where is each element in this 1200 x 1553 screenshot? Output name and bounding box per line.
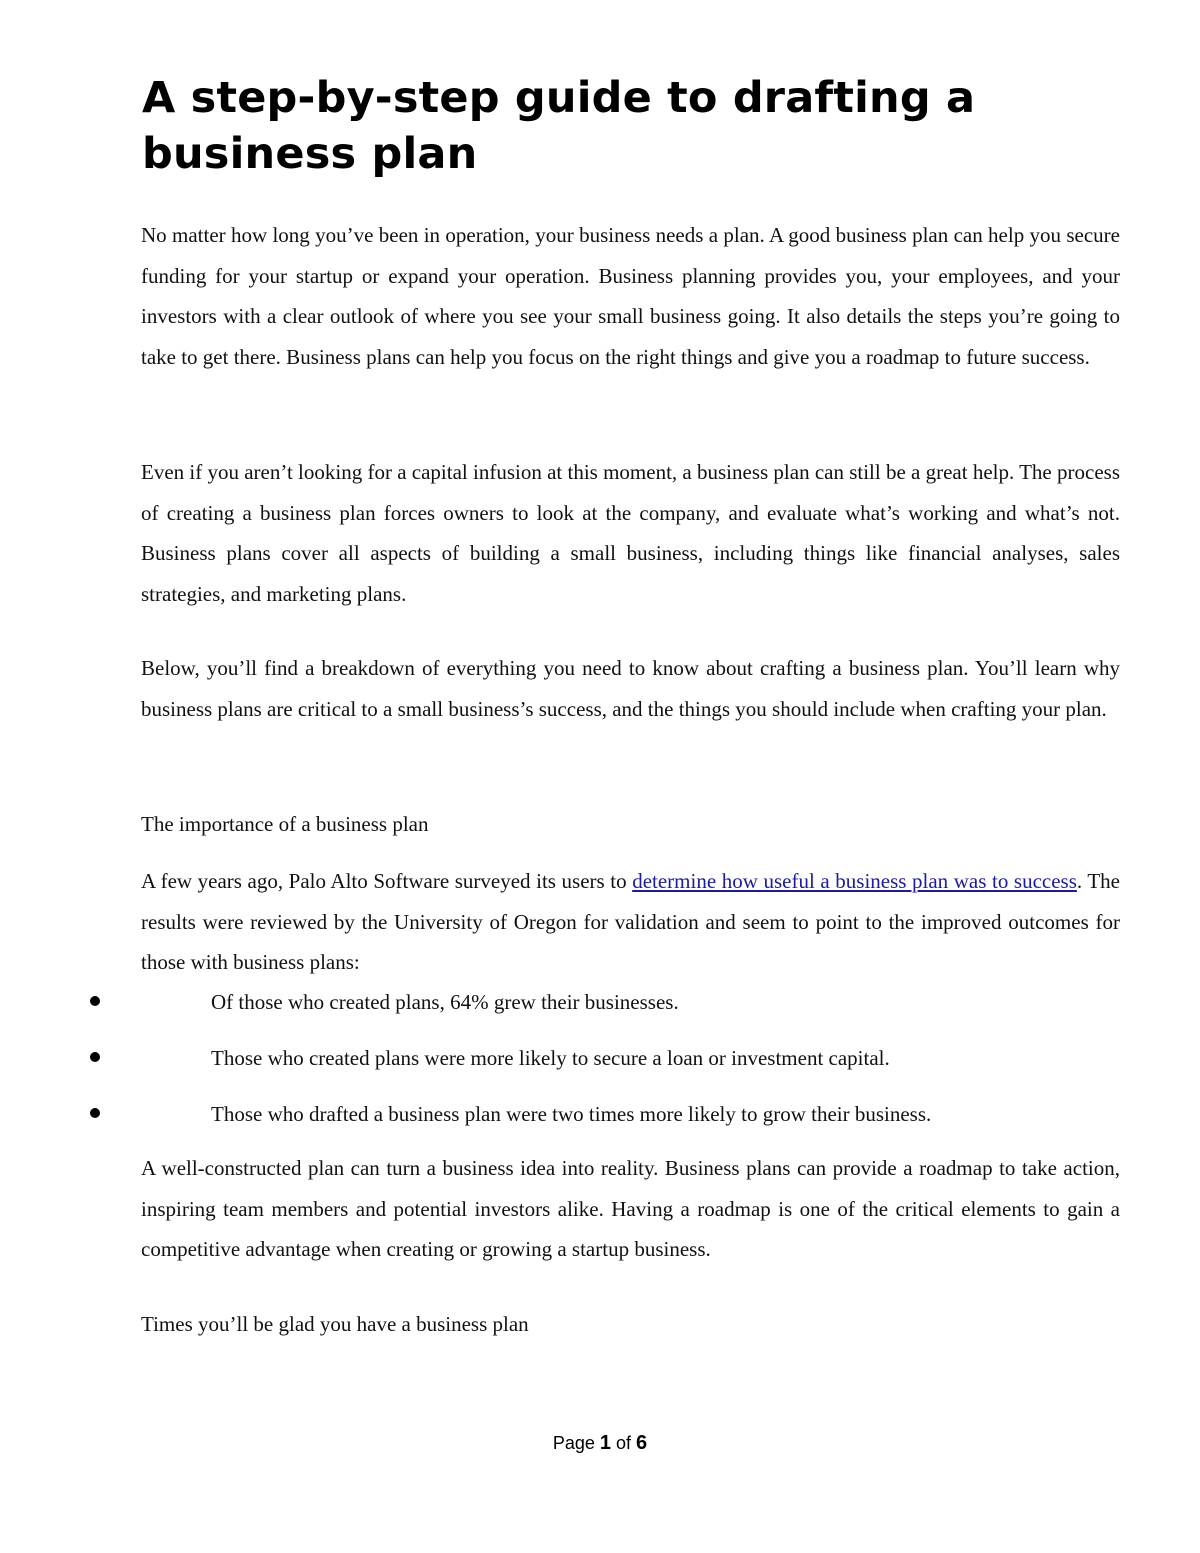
page-footer: [0, 1430, 1200, 1456]
survey-text-before: A few years ago, Palo Alto Software surveyed its users to: [141, 869, 633, 893]
page-label: Page: [552, 1433, 595, 1453]
bullet-icon: [90, 996, 100, 1006]
list-item: [0, 1043, 1200, 1073]
list-item-text: Of those who created plans, 64% grew their businesses.: [211, 990, 679, 1014]
current-page-number: 1: [599, 1432, 611, 1454]
document-title: A step-by-step guide to drafting a business plan: [142, 73, 976, 179]
of-label: of: [616, 1433, 632, 1453]
survey-text-after: . The results were reviewed by the University of Oregon for validation and seem to point to the improved outcomes for those with business plans:: [141, 869, 1120, 974]
breakdown-paragraph: Below, you’ll find a breakdown of everything you need to know about crafting a business plan. You’ll learn why business plans are critical to a small business’s success, and the things you should include when crafting your plan.: [141, 656, 1120, 721]
times-heading: Times you’ll be glad you have a business plan: [141, 1312, 529, 1336]
capital-paragraph: Even if you aren’t looking for a capital infusion at this moment, a business plan can still be a great help. The process of creating a business plan forces owners to look at the company, and evaluate what’s working and what’s not. Business plans cover all aspects of building a small business, including things like financial analyses, sales strategies, and marketing plans.: [141, 460, 1120, 606]
intro-paragraph: No matter how long you’ve been in operation, your business needs a plan. A good business plan can help you secure funding for your startup or expand your operation. Business planning provides you, your employees, and your investors with a clear outlook of where you see your small business going. It also details the steps you’re going to take to get there. Business plans can help you focus on the right things and give you a roadmap to future success.: [141, 223, 1120, 369]
bullet-icon: [90, 1108, 100, 1118]
survey-link[interactable]: determine how useful a business plan was to success: [632, 869, 1077, 893]
list-item-text: Those who created plans were more likely to secure a loan or investment capital.: [211, 1046, 890, 1070]
list-item: [0, 987, 1200, 1017]
list-item: [0, 1099, 1200, 1129]
list-item-text: Those who drafted a business plan were two times more likely to grow their business.: [211, 1102, 932, 1126]
survey-paragraph: [141, 861, 1120, 983]
total-pages-number: 6: [636, 1432, 648, 1454]
roadmap-paragraph: A well-constructed plan can turn a business idea into reality. Business plans can provide a roadmap to take action, inspiring team members and potential investors alike. Having a roadmap is one of the critical elements to gain a competitive advantage when creating or growing a startup business.: [141, 1156, 1120, 1261]
importance-heading: The importance of a business plan: [141, 812, 429, 836]
bullet-icon: [90, 1052, 100, 1062]
